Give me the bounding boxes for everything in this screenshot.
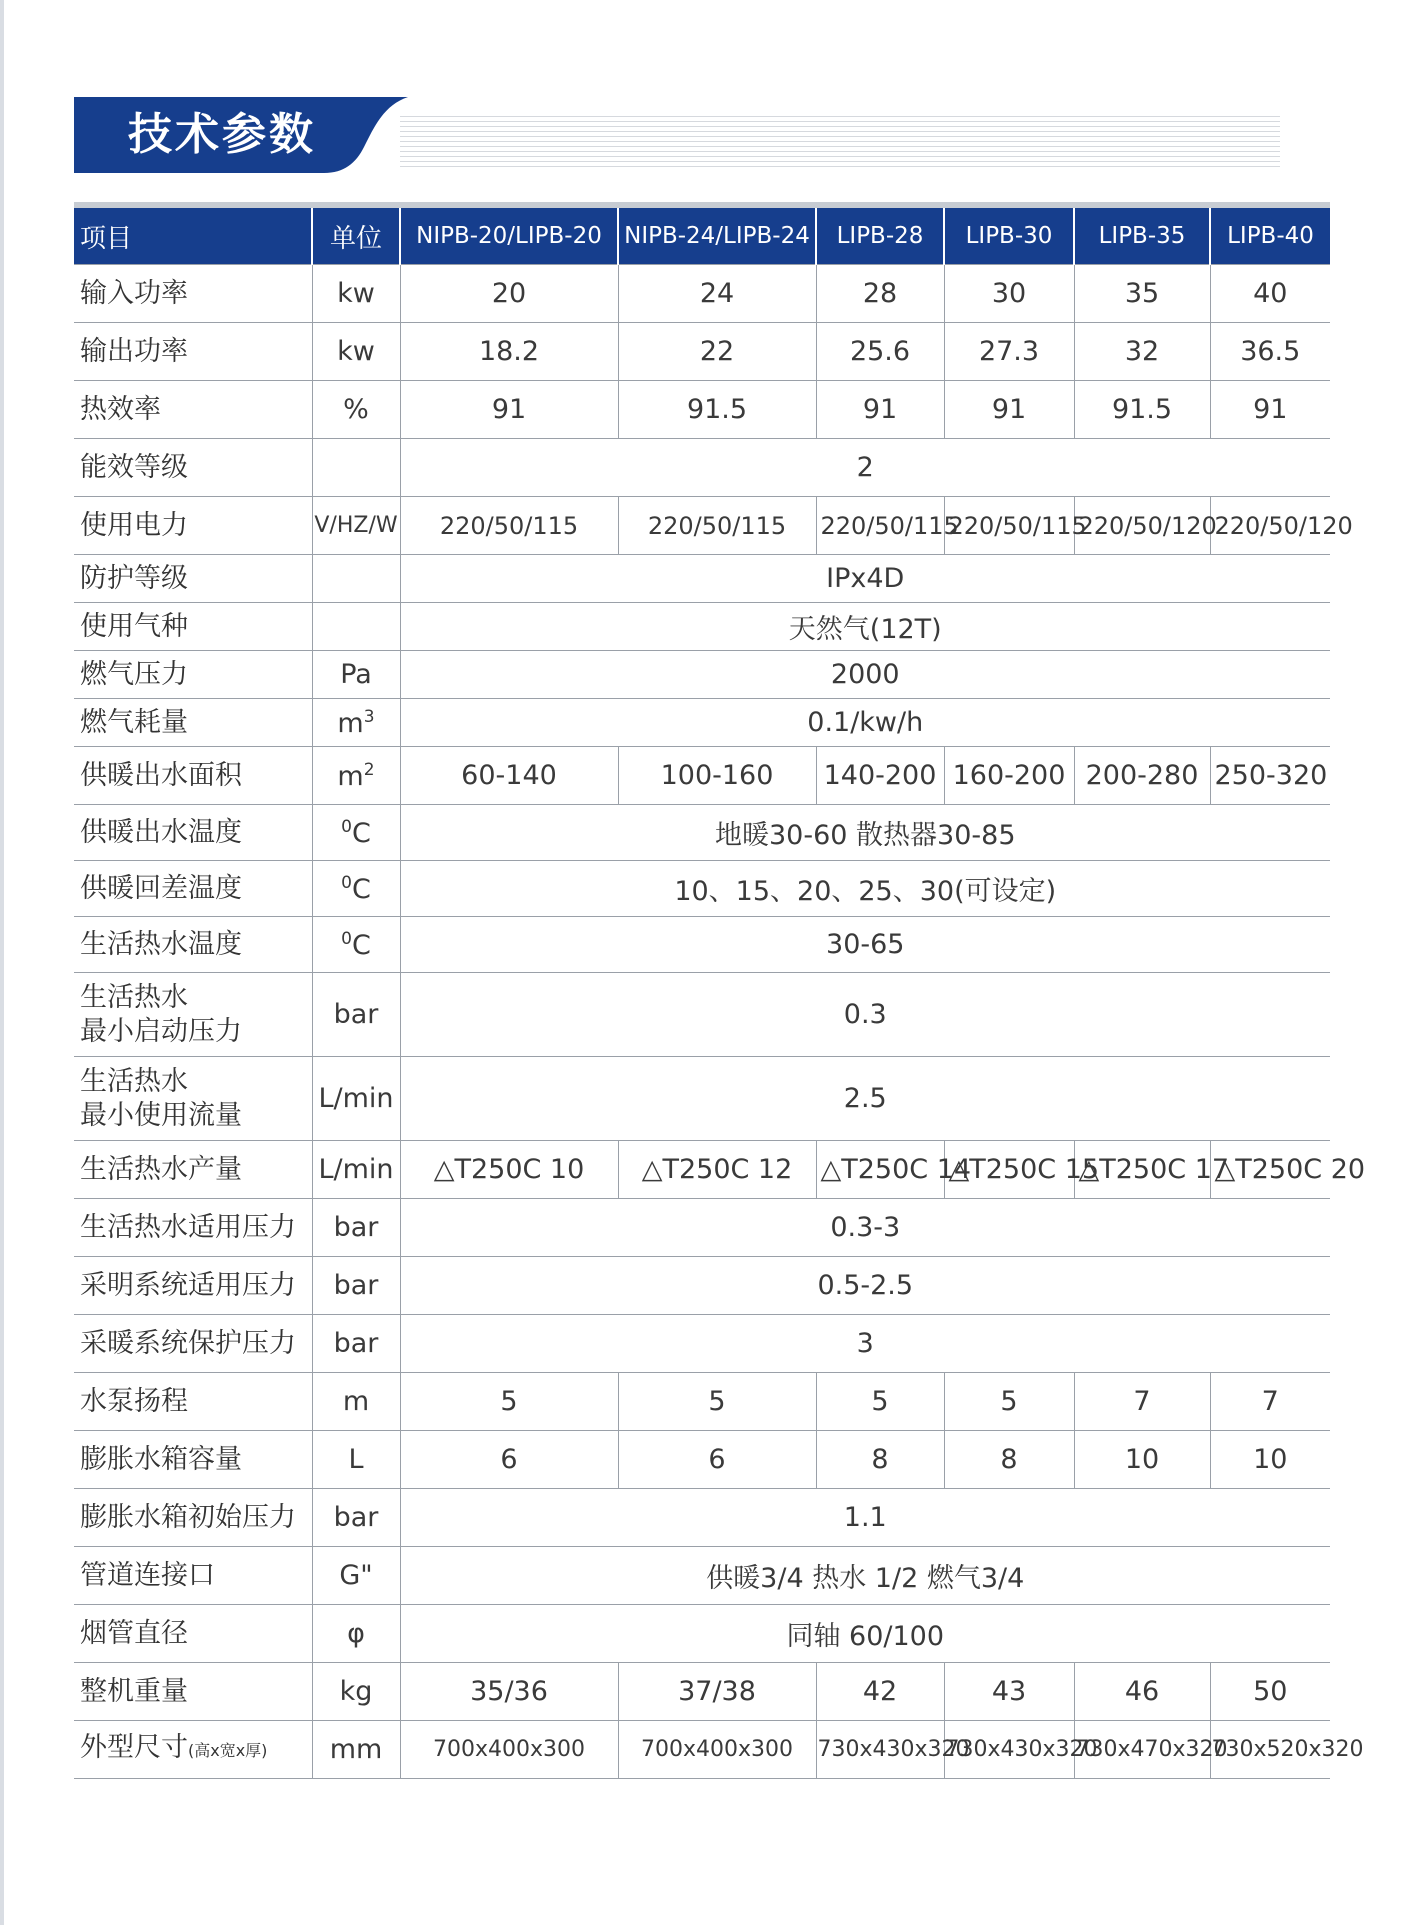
row-label-text: 生活热水产量 bbox=[80, 1153, 242, 1185]
row-unit bbox=[312, 381, 400, 439]
table-row bbox=[74, 1315, 1330, 1373]
spec-value: 40 bbox=[1210, 265, 1330, 323]
spec-value: 35 bbox=[1074, 265, 1210, 323]
row-label-text: 输出功率 bbox=[80, 335, 188, 367]
spec-value: 7 bbox=[1210, 1373, 1330, 1431]
spec-value: 30-65 bbox=[400, 917, 1330, 973]
unit-superscript: 0 bbox=[341, 816, 352, 837]
row-label-note: (高x宽x厚) bbox=[188, 1741, 268, 1760]
spec-table bbox=[74, 208, 1366, 1779]
unit-text: C bbox=[351, 873, 371, 905]
spec-value: 30 bbox=[944, 265, 1074, 323]
header-model: LIPB-28 bbox=[816, 208, 944, 265]
row-label-text: 能效等级 bbox=[80, 451, 188, 483]
table-row bbox=[74, 1199, 1330, 1257]
unit-text: C bbox=[351, 817, 371, 849]
row-label bbox=[74, 1547, 312, 1605]
spec-value: 5 bbox=[400, 1373, 618, 1431]
spec-value: 供暖3/4 热水 1/2 燃气3/4 bbox=[400, 1547, 1330, 1605]
row-label-text: 膨胀水箱初始压力 bbox=[80, 1501, 296, 1533]
table-row bbox=[74, 1663, 1330, 1721]
spec-value: 220/50/120 bbox=[1074, 497, 1210, 555]
row-label-text: 膨胀水箱容量 bbox=[80, 1443, 242, 1475]
table-row bbox=[74, 861, 1330, 917]
spec-value: 91.5 bbox=[1074, 381, 1210, 439]
table-row bbox=[74, 1489, 1330, 1547]
row-label bbox=[74, 747, 312, 805]
spec-value: 43 bbox=[944, 1663, 1074, 1721]
spec-value: 7 bbox=[1074, 1373, 1210, 1431]
row-unit bbox=[312, 1257, 400, 1315]
unit-text: bar bbox=[333, 1212, 379, 1243]
spec-value: △T250C 15 bbox=[944, 1141, 1074, 1199]
table-row bbox=[74, 1431, 1330, 1489]
unit-text: m bbox=[337, 760, 364, 792]
table-header-row bbox=[74, 208, 1330, 265]
row-unit bbox=[312, 1315, 400, 1373]
table-row bbox=[74, 1057, 1330, 1141]
row-unit bbox=[312, 1431, 400, 1489]
row-label-line2: 最小使用流量 bbox=[80, 1099, 242, 1131]
spec-value: 10 bbox=[1074, 1431, 1210, 1489]
spec-value: 22 bbox=[618, 323, 816, 381]
spec-value: 140-200 bbox=[816, 747, 944, 805]
row-label-text: 使用电力 bbox=[80, 509, 188, 541]
spec-table-container bbox=[74, 202, 1366, 1779]
unit-text: G" bbox=[339, 1560, 373, 1591]
header-item: 项目 bbox=[74, 208, 312, 265]
spec-value: 3 bbox=[400, 1315, 1330, 1373]
spec-value: 700x400x300 bbox=[618, 1721, 816, 1779]
section-title-banner bbox=[74, 97, 408, 173]
row-label-text: 热效率 bbox=[80, 393, 161, 425]
page-title: 技术参数 bbox=[128, 109, 316, 160]
table-row bbox=[74, 1547, 1330, 1605]
spec-value: 60-140 bbox=[400, 747, 618, 805]
spec-value: 0.3-3 bbox=[400, 1199, 1330, 1257]
unit-text: L bbox=[348, 1444, 364, 1475]
row-label bbox=[74, 439, 312, 497]
row-unit bbox=[312, 1605, 400, 1663]
row-label bbox=[74, 973, 312, 1057]
spec-value: 37/38 bbox=[618, 1663, 816, 1721]
spec-value: 10 bbox=[1210, 1431, 1330, 1489]
table-row bbox=[74, 1373, 1330, 1431]
unit-text: kw bbox=[337, 336, 375, 367]
spec-value: 0.5-2.5 bbox=[400, 1257, 1330, 1315]
spec-value: 220/50/120 bbox=[1210, 497, 1330, 555]
unit-text: L/min bbox=[318, 1083, 394, 1114]
row-label bbox=[74, 1199, 312, 1257]
spec-value: 730x430x320 bbox=[816, 1721, 944, 1779]
spec-value: 5 bbox=[618, 1373, 816, 1431]
spec-value: △T250C 12 bbox=[618, 1141, 816, 1199]
row-label-text: 生活热水适用压力 bbox=[80, 1211, 296, 1243]
table-row bbox=[74, 603, 1330, 651]
unit-text: bar bbox=[333, 1270, 379, 1301]
table-row bbox=[74, 1141, 1330, 1199]
spec-value: 730x520x320 bbox=[1210, 1721, 1330, 1779]
table-row bbox=[74, 1605, 1330, 1663]
row-unit bbox=[312, 439, 400, 497]
unit-text: C bbox=[351, 929, 371, 961]
spec-value: 8 bbox=[944, 1431, 1074, 1489]
spec-value: 0.3 bbox=[400, 973, 1330, 1057]
unit-superscript: 3 bbox=[363, 706, 375, 727]
spec-value: 220/50/115 bbox=[816, 497, 944, 555]
spec-value: 6 bbox=[618, 1431, 816, 1489]
spec-value: 91 bbox=[816, 381, 944, 439]
spec-value: 200-280 bbox=[1074, 747, 1210, 805]
unit-text: kw bbox=[337, 278, 375, 309]
table-row bbox=[74, 1257, 1330, 1315]
row-unit bbox=[312, 747, 400, 805]
unit-text: bar bbox=[333, 1328, 379, 1359]
spec-value: 160-200 bbox=[944, 747, 1074, 805]
row-label bbox=[74, 1721, 312, 1779]
spec-table-body bbox=[74, 265, 1366, 1779]
table-row bbox=[74, 1721, 1330, 1779]
row-label-text: 烟管直径 bbox=[80, 1617, 188, 1649]
unit-superscript: 0 bbox=[341, 928, 352, 949]
row-unit bbox=[312, 1373, 400, 1431]
table-row bbox=[74, 381, 1330, 439]
row-unit bbox=[312, 973, 400, 1057]
row-label-text: 使用气种 bbox=[80, 610, 188, 642]
row-label-text: 水泵扬程 bbox=[80, 1385, 188, 1417]
row-unit bbox=[312, 1057, 400, 1141]
spec-value: △T250C 20 bbox=[1210, 1141, 1330, 1199]
table-row bbox=[74, 973, 1330, 1057]
spec-value: 2 bbox=[400, 439, 1330, 497]
unit-text: bar bbox=[333, 999, 379, 1030]
row-label bbox=[74, 917, 312, 973]
unit-text: L/min bbox=[318, 1154, 394, 1185]
spec-value: 100-160 bbox=[618, 747, 816, 805]
table-row bbox=[74, 917, 1330, 973]
row-unit bbox=[312, 555, 400, 603]
spec-value: 18.2 bbox=[400, 323, 618, 381]
spec-value: 35/36 bbox=[400, 1663, 618, 1721]
title-decorative-lines bbox=[400, 116, 1280, 170]
spec-value: △T250C 17 bbox=[1074, 1141, 1210, 1199]
row-unit bbox=[312, 1199, 400, 1257]
header-model: NIPB-20/LIPB-20 bbox=[400, 208, 618, 265]
row-label bbox=[74, 1663, 312, 1721]
unit-superscript: 2 bbox=[363, 759, 375, 780]
row-unit bbox=[312, 323, 400, 381]
header-model: NIPB-24/LIPB-24 bbox=[618, 208, 816, 265]
spec-value: 46 bbox=[1074, 1663, 1210, 1721]
spec-value: 20 bbox=[400, 265, 618, 323]
spec-value: IPx4D bbox=[400, 555, 1330, 603]
table-row bbox=[74, 555, 1330, 603]
row-unit bbox=[312, 1663, 400, 1721]
table-row bbox=[74, 439, 1330, 497]
row-label-text: 生活热水 bbox=[80, 1065, 188, 1097]
table-row bbox=[74, 323, 1330, 381]
spec-value: 6 bbox=[400, 1431, 618, 1489]
spec-value: 91.5 bbox=[618, 381, 816, 439]
row-label-text: 生活热水 bbox=[80, 981, 188, 1013]
unit-text: mm bbox=[329, 1734, 383, 1765]
spec-value: 同轴 60/100 bbox=[400, 1605, 1330, 1663]
unit-text: % bbox=[343, 394, 369, 425]
row-label-text: 采明系统适用压力 bbox=[80, 1269, 296, 1301]
row-label bbox=[74, 1489, 312, 1547]
row-label-text: 生活热水温度 bbox=[80, 928, 242, 960]
row-unit bbox=[312, 805, 400, 861]
table-row bbox=[74, 651, 1330, 699]
table-row bbox=[74, 699, 1330, 747]
row-unit bbox=[312, 861, 400, 917]
spec-value: △T250C 14 bbox=[816, 1141, 944, 1199]
row-unit bbox=[312, 1721, 400, 1779]
table-row bbox=[74, 497, 1330, 555]
spec-value: 天然气(12T) bbox=[400, 603, 1330, 651]
spec-value: 32 bbox=[1074, 323, 1210, 381]
row-label-text: 燃气耗量 bbox=[80, 706, 188, 738]
unit-text: m bbox=[342, 1386, 370, 1417]
spec-value: 42 bbox=[816, 1663, 944, 1721]
row-unit bbox=[312, 699, 400, 747]
spec-value: 91 bbox=[400, 381, 618, 439]
unit-text: bar bbox=[333, 1502, 379, 1533]
spec-value: 220/50/115 bbox=[400, 497, 618, 555]
unit-text: V/HZ/W bbox=[314, 513, 398, 538]
row-label-text: 输入功率 bbox=[80, 277, 188, 309]
row-label bbox=[74, 1373, 312, 1431]
spec-value: 28 bbox=[816, 265, 944, 323]
spec-value: 25.6 bbox=[816, 323, 944, 381]
spec-value: 0.1/kw/h bbox=[400, 699, 1330, 747]
header-unit: 单位 bbox=[312, 208, 400, 265]
row-label-text: 管道连接口 bbox=[80, 1559, 215, 1591]
row-unit bbox=[312, 651, 400, 699]
spec-value: 91 bbox=[944, 381, 1074, 439]
row-label-text: 供暖回差温度 bbox=[80, 872, 242, 904]
spec-value: 220/50/115 bbox=[944, 497, 1074, 555]
spec-value: 5 bbox=[816, 1373, 944, 1431]
page-edge bbox=[0, 0, 4, 1925]
row-label bbox=[74, 1605, 312, 1663]
header-model: LIPB-40 bbox=[1210, 208, 1330, 265]
row-label-text: 供暖出水温度 bbox=[80, 816, 242, 848]
row-unit bbox=[312, 1547, 400, 1605]
row-label-text: 外型尺寸 bbox=[80, 1732, 188, 1763]
row-label bbox=[74, 323, 312, 381]
row-label-text: 供暖出水面积 bbox=[80, 759, 242, 791]
spec-value: 27.3 bbox=[944, 323, 1074, 381]
unit-text: m bbox=[337, 707, 364, 739]
spec-value: 700x400x300 bbox=[400, 1721, 618, 1779]
row-label bbox=[74, 497, 312, 555]
row-unit bbox=[312, 917, 400, 973]
header-model: LIPB-30 bbox=[944, 208, 1074, 265]
row-label-text: 采暖系统保护压力 bbox=[80, 1327, 296, 1359]
row-label bbox=[74, 1057, 312, 1141]
spec-value: 50 bbox=[1210, 1663, 1330, 1721]
table-row bbox=[74, 805, 1330, 861]
row-label bbox=[74, 381, 312, 439]
header-model: LIPB-35 bbox=[1074, 208, 1210, 265]
spec-value: 2000 bbox=[400, 651, 1330, 699]
spec-value: 36.5 bbox=[1210, 323, 1330, 381]
spec-value: 1.1 bbox=[400, 1489, 1330, 1547]
spec-value: 2.5 bbox=[400, 1057, 1330, 1141]
spec-value: 220/50/115 bbox=[618, 497, 816, 555]
spec-value: 91 bbox=[1210, 381, 1330, 439]
table-row bbox=[74, 747, 1330, 805]
spec-value: 8 bbox=[816, 1431, 944, 1489]
spec-value: 5 bbox=[944, 1373, 1074, 1431]
unit-text: φ bbox=[347, 1618, 365, 1649]
unit-superscript: 0 bbox=[341, 872, 352, 893]
unit-text: kg bbox=[339, 1676, 373, 1707]
row-unit bbox=[312, 1489, 400, 1547]
row-unit bbox=[312, 1141, 400, 1199]
row-label bbox=[74, 651, 312, 699]
row-label bbox=[74, 1257, 312, 1315]
row-label bbox=[74, 555, 312, 603]
row-label bbox=[74, 1315, 312, 1373]
unit-text: Pa bbox=[340, 659, 372, 690]
spec-value: 10、15、20、25、30(可设定) bbox=[400, 861, 1330, 917]
row-label bbox=[74, 861, 312, 917]
row-unit bbox=[312, 265, 400, 323]
row-label bbox=[74, 1141, 312, 1199]
row-label bbox=[74, 265, 312, 323]
row-unit bbox=[312, 603, 400, 651]
table-row bbox=[74, 265, 1330, 323]
row-label-text: 防护等级 bbox=[80, 562, 188, 594]
spec-value: 24 bbox=[618, 265, 816, 323]
row-label bbox=[74, 603, 312, 651]
spec-value: 地暖30-60 散热器30-85 bbox=[400, 805, 1330, 861]
spec-value: 250-320 bbox=[1210, 747, 1330, 805]
row-label bbox=[74, 1431, 312, 1489]
row-label bbox=[74, 699, 312, 747]
row-label bbox=[74, 805, 312, 861]
spec-value: 730x430x320 bbox=[944, 1721, 1074, 1779]
row-label-text: 整机重量 bbox=[80, 1675, 188, 1707]
spec-value: △T250C 10 bbox=[400, 1141, 618, 1199]
spec-value: 730x470x320 bbox=[1074, 1721, 1210, 1779]
row-label-text: 燃气压力 bbox=[80, 658, 188, 690]
row-label-line2: 最小启动压力 bbox=[80, 1015, 242, 1047]
row-unit bbox=[312, 497, 400, 555]
